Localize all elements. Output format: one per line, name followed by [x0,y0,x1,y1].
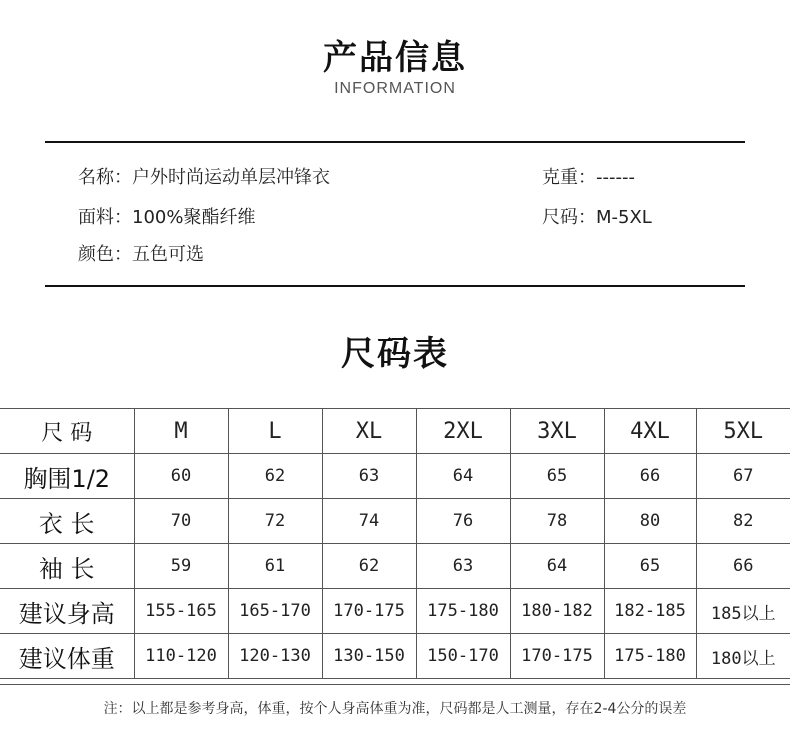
table-row [0,499,790,544]
table-cell: 66 [604,454,696,499]
info-name-label: 名称： [78,167,132,188]
table-cell: 64 [510,544,604,589]
table-cell: 66 [696,544,790,589]
table-cell: 62 [228,454,322,499]
size-header-cell: XL [322,409,416,454]
info-fabric-label: 面料： [78,207,132,228]
table-cell: 180-182 [510,589,604,634]
size-header-cell: 4XL [604,409,696,454]
size-header-cell: 3XL [510,409,604,454]
table-cell: 155-165 [134,589,228,634]
table-cell: 63 [322,454,416,499]
table-cell: 70 [134,499,228,544]
table-cell: 170-175 [322,589,416,634]
table-cell: 185以上 [696,589,790,634]
table-cell: 170-175 [510,634,604,679]
table-cell: 72 [228,499,322,544]
info-color-value: 五色可选 [132,244,204,265]
size-note: 注：以上都是参考身高，体重，按个人身高体重为准，尺码都是人工测量，存在2-4公分的误差 [103,701,687,717]
info-color [78,240,204,266]
table-cell: 67 [696,454,790,499]
size-header-cell: 2XL [416,409,510,454]
table-cell: 82 [696,499,790,544]
table-row [0,634,790,679]
table-cell: 60 [134,454,228,499]
table-cell: 110-120 [134,634,228,679]
table-cell: 165-170 [228,589,322,634]
table-cell: 175-180 [604,634,696,679]
size-header-cell: L [228,409,322,454]
info-fabric [78,203,255,229]
table-cell: 180以上 [696,634,790,679]
table-cell: 130-150 [322,634,416,679]
table-row [0,454,790,499]
info-weight [542,163,635,189]
table-cell: 61 [228,544,322,589]
info-size [542,203,652,229]
table-cell: 65 [510,454,604,499]
table-row [0,544,790,589]
page-title: 产品信息 [323,38,467,78]
info-size-value: M-5XL [596,207,652,228]
table-cell: 64 [416,454,510,499]
table-cell: 74 [322,499,416,544]
row-label-length: 衣 长 [0,499,134,544]
table-cell: 76 [416,499,510,544]
divider-top [45,141,745,143]
table-cell: 63 [416,544,510,589]
table-cell: 59 [134,544,228,589]
size-header-cell: M [134,409,228,454]
divider-bottom [45,285,745,287]
info-weight-label: 克重： [542,167,596,188]
row-label-height: 建议身高 [0,589,134,634]
table-cell: 80 [604,499,696,544]
info-color-label: 颜色： [78,244,132,265]
size-header-label: 尺 码 [0,409,134,454]
table-row [0,589,790,634]
table-cell: 65 [604,544,696,589]
table-cell: 150-170 [416,634,510,679]
info-name [78,163,330,189]
row-label-sleeve: 袖 长 [0,544,134,589]
size-header-cell: 5XL [696,409,790,454]
size-chart-title: 尺码表 [341,334,449,374]
size-table [0,408,790,679]
info-weight-value: ------ [596,167,635,188]
info-size-label: 尺码： [542,207,596,228]
size-header-row [0,409,790,454]
info-fabric-value: 100%聚酯纤维 [132,207,256,228]
table-cell: 182-185 [604,589,696,634]
table-cell: 175-180 [416,589,510,634]
table-cell: 120-130 [228,634,322,679]
table-cell: 78 [510,499,604,544]
row-label-chest: 胸围1/2 [0,454,134,499]
row-label-weight: 建议体重 [0,634,134,679]
page-subtitle: INFORMATION [334,80,456,97]
info-name-value: 户外时尚运动单层冲锋衣 [132,167,330,188]
table-cell: 62 [322,544,416,589]
